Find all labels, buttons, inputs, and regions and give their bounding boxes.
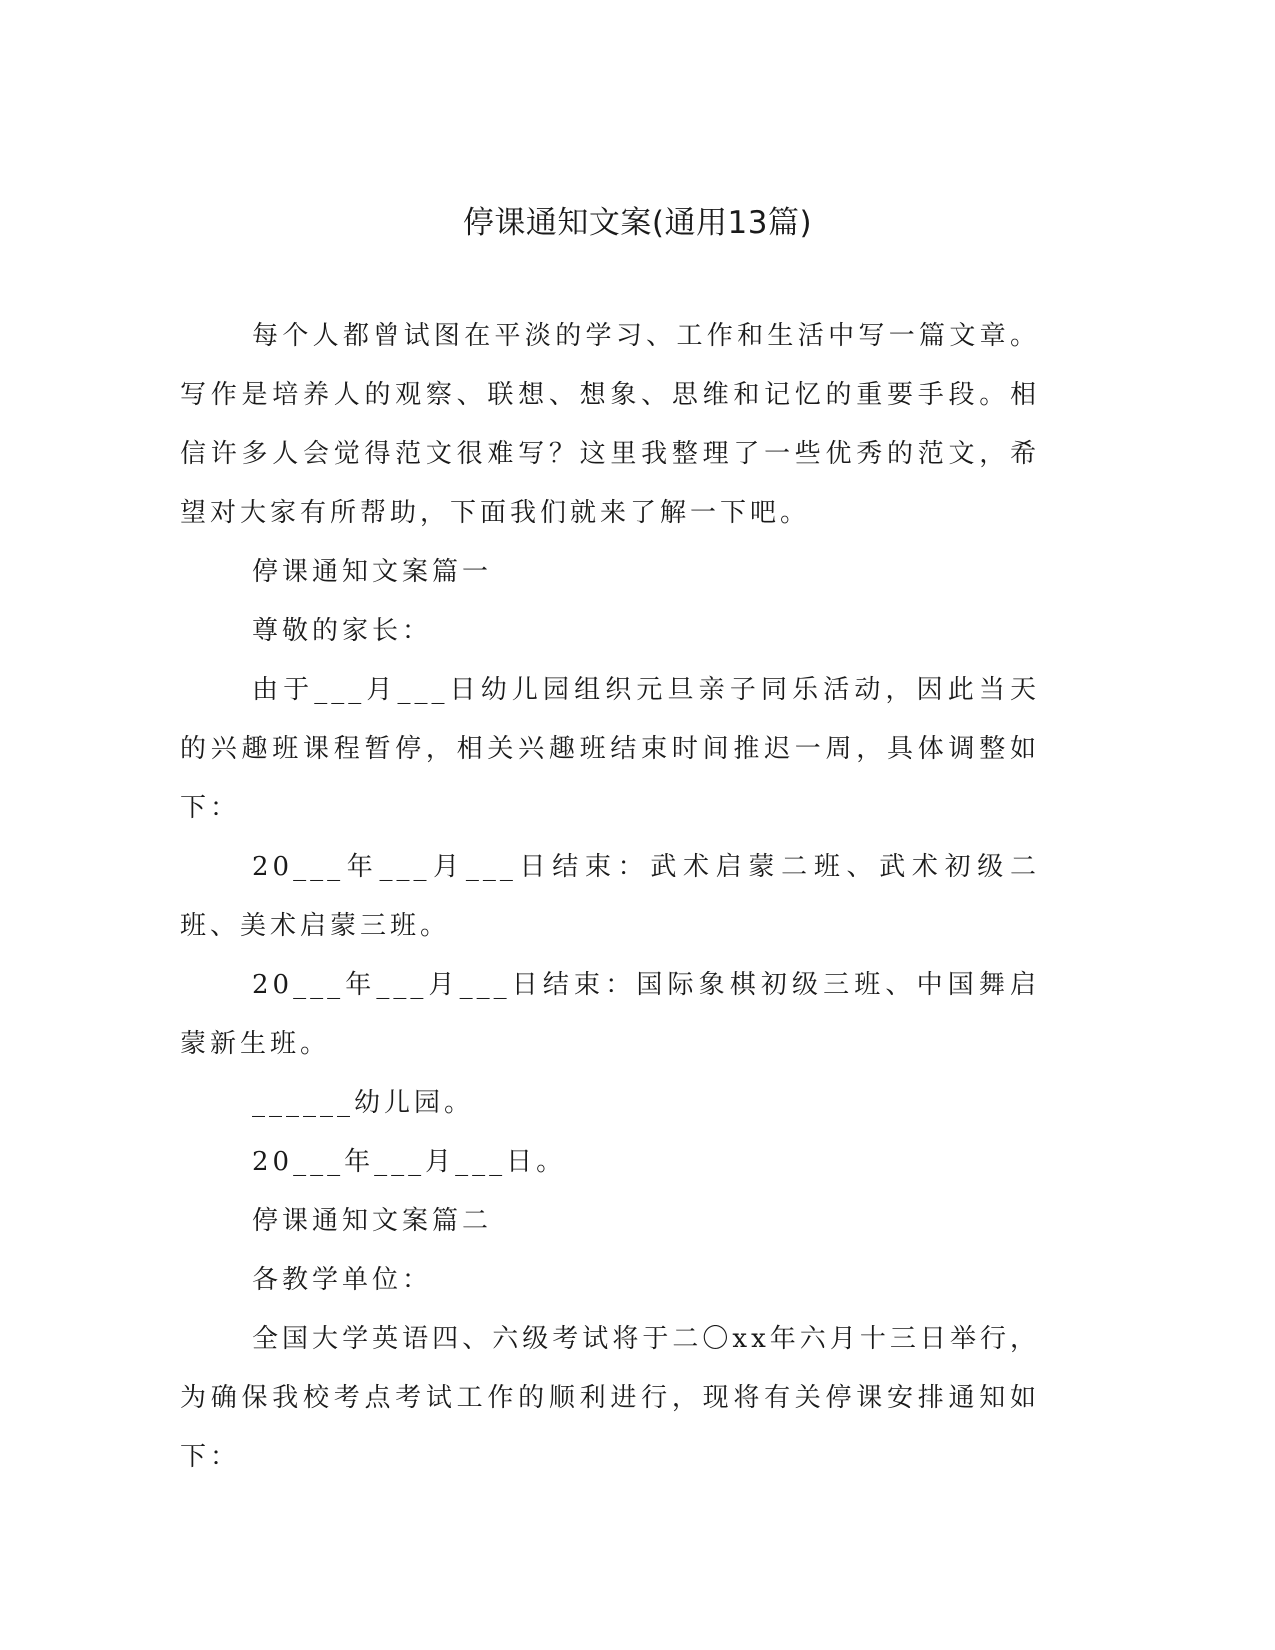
document-title: 停课通知文案(通用13篇) bbox=[462, 205, 813, 241]
notice-paragraph: 由于___月___日幼儿园组织元旦亲子同乐活动，因此当天的兴趣班课程暂停，相关兴趣班结束时间推迟一周，具体调整如下： bbox=[180, 675, 1040, 823]
schedule-item-1: 20___年___月___日结束：武术启蒙二班、武术初级二班、美术启蒙三班。 bbox=[180, 852, 1040, 941]
salutation-2: 各教学单位： bbox=[252, 1265, 433, 1295]
document-body bbox=[180, 307, 1040, 1487]
schedule-item-2: 20___年___月___日结束：国际象棋初级三班、中国舞启蒙新生班。 bbox=[180, 970, 1040, 1059]
salutation-1: 尊敬的家长： bbox=[252, 616, 433, 646]
signature-org: ______幼儿园。 bbox=[252, 1088, 475, 1118]
section-heading-2: 停课通知文案篇二 bbox=[252, 1206, 493, 1236]
section-heading-1: 停课通知文案篇一 bbox=[252, 557, 493, 587]
intro-paragraph: 每个人都曾试图在平淡的学习、工作和生活中写一篇文章。写作是培养人的观察、联想、想象、思维和记忆的重要手段。相信许多人会觉得范文很难写？这里我整理了一些优秀的范文，希望对大家有所帮助，下面我们就来了解一下吧。 bbox=[180, 321, 1040, 528]
signature-date: 20___年___月___日。 bbox=[252, 1147, 567, 1177]
exam-notice-paragraph: 全国大学英语四、六级考试将于二〇xx年六月十三日举行，为确保我校考点考试工作的顺利进行，现将有关停课安排通知如下： bbox=[180, 1324, 1040, 1472]
